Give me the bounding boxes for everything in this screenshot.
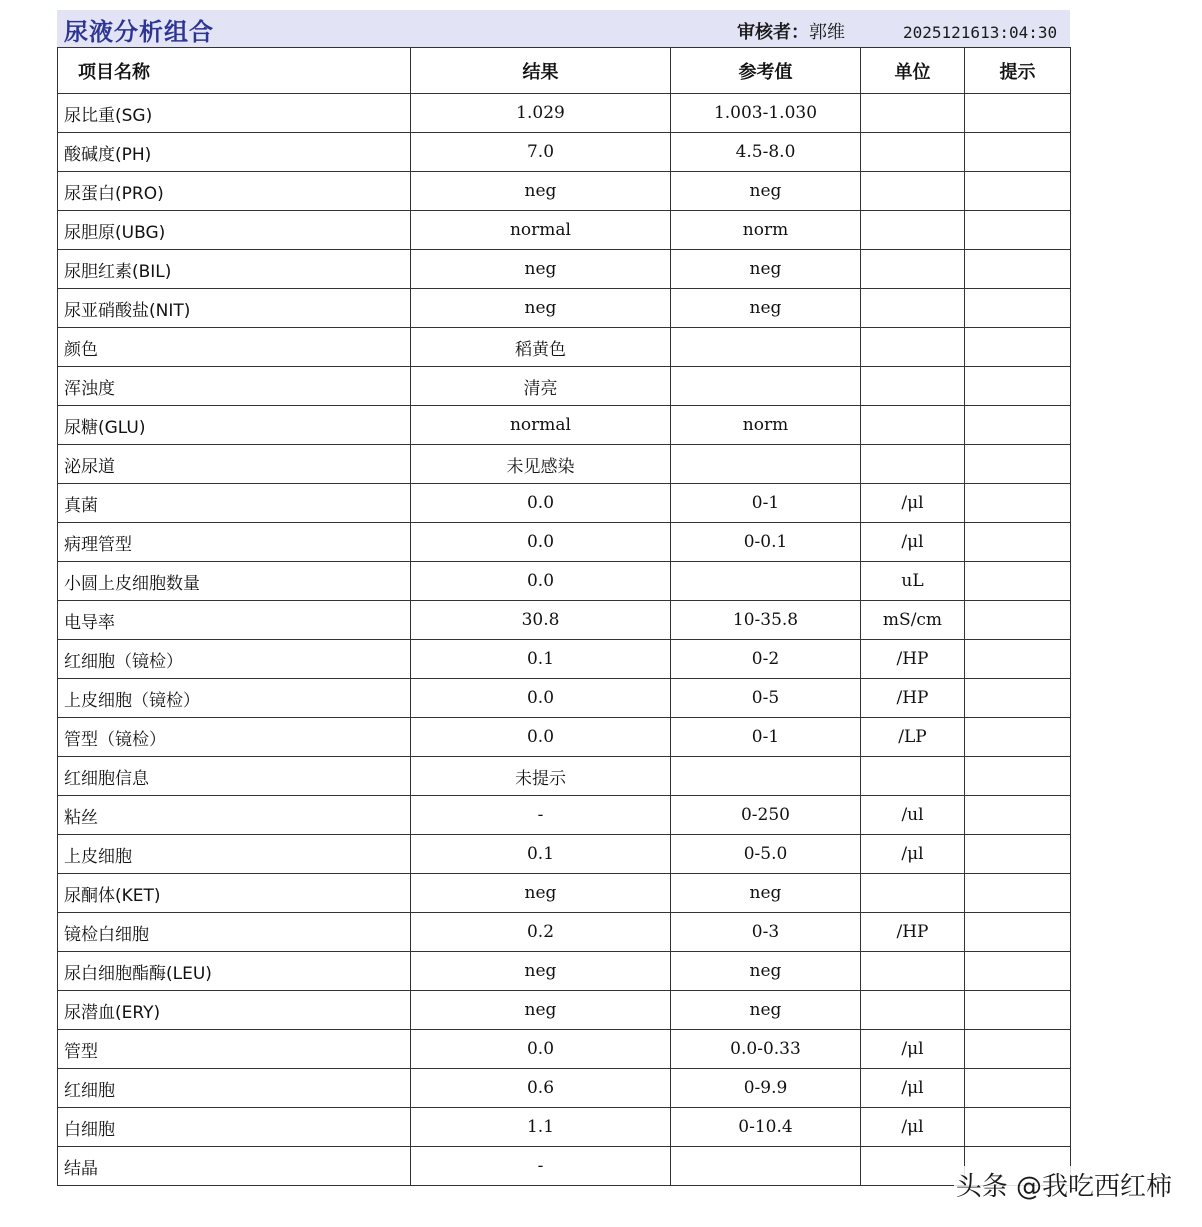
reviewer-info [737, 18, 845, 44]
unit-cell: /μl [861, 835, 965, 874]
table-header-row [58, 48, 1071, 94]
hint-cell [965, 874, 1071, 913]
column-header-reference: 参考值 [671, 48, 861, 94]
unit-cell: mS/cm [861, 601, 965, 640]
table-row [58, 679, 1071, 718]
unit-cell: /μl [861, 1108, 965, 1147]
item-name-cell: 红细胞信息 [58, 757, 411, 796]
unit-cell: /HP [861, 640, 965, 679]
table-row [58, 874, 1071, 913]
table-row [58, 172, 1071, 211]
item-name-cell: 尿白细胞酯酶(LEU) [58, 952, 411, 991]
unit-cell [861, 172, 965, 211]
hint-cell [965, 1030, 1071, 1069]
item-name-cell: 病理管型 [58, 523, 411, 562]
table-row [58, 328, 1071, 367]
result-cell: - [411, 796, 671, 835]
hint-cell [965, 406, 1071, 445]
table-row [58, 94, 1071, 133]
reference-range-cell [671, 1147, 861, 1186]
item-name-cell: 红细胞 [58, 1069, 411, 1108]
unit-cell [861, 94, 965, 133]
unit-cell: /μl [861, 1069, 965, 1108]
item-name-cell: 尿潜血(ERY) [58, 991, 411, 1030]
result-cell: 0.0 [411, 679, 671, 718]
unit-cell [861, 250, 965, 289]
table-row [58, 211, 1071, 250]
result-cell: 0.1 [411, 835, 671, 874]
unit-cell: /HP [861, 679, 965, 718]
reference-range-cell: neg [671, 172, 861, 211]
table-row [58, 1030, 1071, 1069]
hint-cell [965, 679, 1071, 718]
reference-range-cell: 10-35.8 [671, 601, 861, 640]
reference-range-cell: 1.003-1.030 [671, 94, 861, 133]
report-timestamp: 2025121613:04:30 [903, 23, 1058, 42]
unit-cell [861, 367, 965, 406]
result-cell: 0.6 [411, 1069, 671, 1108]
reference-range-cell: 0-0.1 [671, 523, 861, 562]
reviewer-label: 审核者： [737, 22, 809, 43]
reference-range-cell: 0-250 [671, 796, 861, 835]
unit-cell: /μl [861, 523, 965, 562]
item-name-cell: 上皮细胞 [58, 835, 411, 874]
item-name-cell: 镜检白细胞 [58, 913, 411, 952]
table-row [58, 250, 1071, 289]
column-header-result: 结果 [411, 48, 671, 94]
hint-cell [965, 445, 1071, 484]
item-name-cell: 尿胆原(UBG) [58, 211, 411, 250]
unit-cell: uL [861, 562, 965, 601]
result-cell: 0.0 [411, 562, 671, 601]
item-name-cell: 电导率 [58, 601, 411, 640]
reference-range-cell: norm [671, 406, 861, 445]
reference-range-cell: 0.0-0.33 [671, 1030, 861, 1069]
unit-cell: /μl [861, 1030, 965, 1069]
hint-cell [965, 250, 1071, 289]
result-cell: 0.2 [411, 913, 671, 952]
result-cell: 7.0 [411, 133, 671, 172]
unit-cell [861, 1147, 965, 1186]
table-row [58, 523, 1071, 562]
reference-range-cell: 0-5.0 [671, 835, 861, 874]
result-cell: neg [411, 250, 671, 289]
hint-cell [965, 991, 1071, 1030]
table-row [58, 952, 1071, 991]
result-cell: neg [411, 952, 671, 991]
report-title: 尿液分析组合 [64, 18, 214, 46]
table-row [58, 913, 1071, 952]
result-cell: 未提示 [411, 757, 671, 796]
table-row [58, 367, 1071, 406]
hint-cell [965, 796, 1071, 835]
reference-range-cell: neg [671, 289, 861, 328]
item-name-cell: 颜色 [58, 328, 411, 367]
reference-range-cell: neg [671, 250, 861, 289]
hint-cell [965, 172, 1071, 211]
unit-cell [861, 406, 965, 445]
table-row [58, 718, 1071, 757]
item-name-cell: 尿亚硝酸盐(NIT) [58, 289, 411, 328]
hint-cell [965, 94, 1071, 133]
item-name-cell: 结晶 [58, 1147, 411, 1186]
hint-cell [965, 133, 1071, 172]
item-name-cell: 管型（镜检） [58, 718, 411, 757]
item-name-cell: 白细胞 [58, 1108, 411, 1147]
item-name-cell: 上皮细胞（镜检） [58, 679, 411, 718]
unit-cell [861, 328, 965, 367]
unit-cell: /μl [861, 484, 965, 523]
reference-range-cell [671, 445, 861, 484]
item-name-cell: 管型 [58, 1030, 411, 1069]
table-row [58, 289, 1071, 328]
table-row [58, 1069, 1071, 1108]
result-cell: 1.1 [411, 1108, 671, 1147]
unit-cell [861, 991, 965, 1030]
unit-cell [861, 211, 965, 250]
item-name-cell: 尿酮体(KET) [58, 874, 411, 913]
reference-range-cell [671, 367, 861, 406]
report-header [57, 10, 1070, 47]
table-row [58, 601, 1071, 640]
hint-cell [965, 562, 1071, 601]
result-cell: 0.0 [411, 718, 671, 757]
result-cell: 未见感染 [411, 445, 671, 484]
reference-range-cell: 4.5-8.0 [671, 133, 861, 172]
hint-cell [965, 952, 1071, 991]
item-name-cell: 红细胞（镜检） [58, 640, 411, 679]
result-cell: 0.0 [411, 523, 671, 562]
unit-cell: /ul [861, 796, 965, 835]
result-cell: 1.029 [411, 94, 671, 133]
table-row [58, 835, 1071, 874]
table-row [58, 991, 1071, 1030]
column-header-unit: 单位 [861, 48, 965, 94]
result-cell: 稻黄色 [411, 328, 671, 367]
hint-cell [965, 523, 1071, 562]
result-cell: normal [411, 211, 671, 250]
result-cell: 0.0 [411, 484, 671, 523]
reference-range-cell: 0-3 [671, 913, 861, 952]
result-cell: neg [411, 172, 671, 211]
unit-cell [861, 289, 965, 328]
item-name-cell: 酸碱度(PH) [58, 133, 411, 172]
item-name-cell: 泌尿道 [58, 445, 411, 484]
unit-cell: /LP [861, 718, 965, 757]
table-row [58, 640, 1071, 679]
results-table [57, 47, 1071, 1186]
unit-cell [861, 757, 965, 796]
reference-range-cell [671, 562, 861, 601]
reference-range-cell: 0-9.9 [671, 1069, 861, 1108]
unit-cell [861, 445, 965, 484]
result-cell: 0.1 [411, 640, 671, 679]
item-name-cell: 尿糖(GLU) [58, 406, 411, 445]
item-name-cell: 真菌 [58, 484, 411, 523]
hint-cell [965, 640, 1071, 679]
unit-cell: /HP [861, 913, 965, 952]
hint-cell [965, 913, 1071, 952]
reference-range-cell [671, 328, 861, 367]
result-cell: neg [411, 874, 671, 913]
result-cell: neg [411, 991, 671, 1030]
table-row [58, 445, 1071, 484]
reference-range-cell: neg [671, 952, 861, 991]
unit-cell [861, 133, 965, 172]
table-row [58, 484, 1071, 523]
column-header-item-name: 项目名称 [58, 48, 411, 94]
table-body [58, 94, 1071, 1186]
reference-range-cell: 0-1 [671, 484, 861, 523]
reference-range-cell: 0-5 [671, 679, 861, 718]
table-row [58, 133, 1071, 172]
unit-cell [861, 952, 965, 991]
column-header-hint: 提示 [965, 48, 1071, 94]
reference-range-cell [671, 757, 861, 796]
result-cell: 清亮 [411, 367, 671, 406]
hint-cell [965, 1069, 1071, 1108]
item-name-cell: 小圆上皮细胞数量 [58, 562, 411, 601]
item-name-cell: 粘丝 [58, 796, 411, 835]
reference-range-cell: 0-1 [671, 718, 861, 757]
watermark-text: 头条 @我吃西红柿 [954, 1166, 1174, 1203]
reference-range-cell: neg [671, 874, 861, 913]
hint-cell [965, 601, 1071, 640]
result-cell: - [411, 1147, 671, 1186]
hint-cell [965, 289, 1071, 328]
item-name-cell: 尿胆红素(BIL) [58, 250, 411, 289]
table-row [58, 1147, 1071, 1186]
table-row [58, 562, 1071, 601]
table-row [58, 796, 1071, 835]
table-row [58, 1108, 1071, 1147]
reference-range-cell: 0-2 [671, 640, 861, 679]
result-cell: 30.8 [411, 601, 671, 640]
reference-range-cell: neg [671, 991, 861, 1030]
hint-cell [965, 484, 1071, 523]
table-row [58, 406, 1071, 445]
result-cell: normal [411, 406, 671, 445]
hint-cell [965, 328, 1071, 367]
hint-cell [965, 1108, 1071, 1147]
hint-cell [965, 211, 1071, 250]
item-name-cell: 尿蛋白(PRO) [58, 172, 411, 211]
reference-range-cell: 0-10.4 [671, 1108, 861, 1147]
result-cell: neg [411, 289, 671, 328]
item-name-cell: 尿比重(SG) [58, 94, 411, 133]
reviewer-name: 郭维 [809, 22, 845, 43]
unit-cell [861, 874, 965, 913]
hint-cell [965, 718, 1071, 757]
reference-range-cell: norm [671, 211, 861, 250]
result-cell: 0.0 [411, 1030, 671, 1069]
hint-cell [965, 367, 1071, 406]
hint-cell [965, 835, 1071, 874]
table-row [58, 757, 1071, 796]
hint-cell [965, 757, 1071, 796]
item-name-cell: 浑浊度 [58, 367, 411, 406]
